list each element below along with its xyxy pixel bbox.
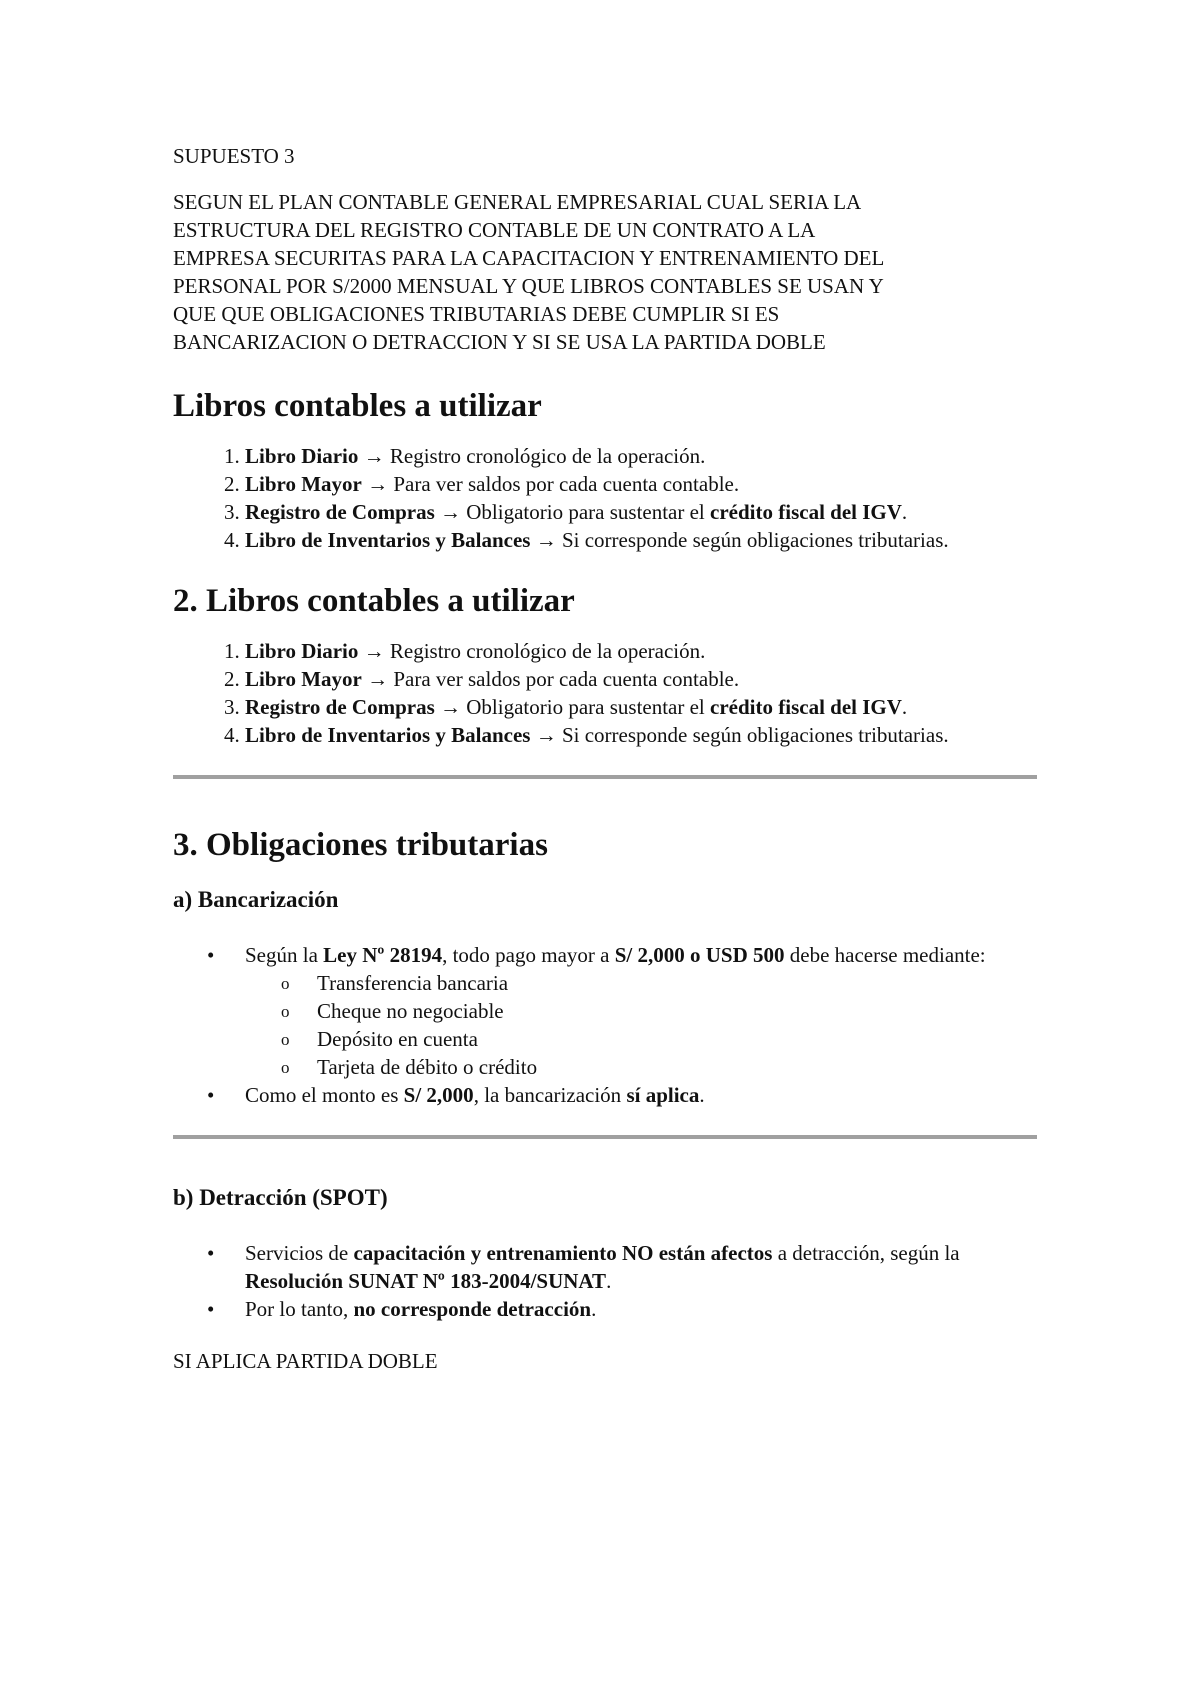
- intro-line: SEGUN EL PLAN CONTABLE GENERAL EMPRESARIAL CUAL SERIA LA: [173, 190, 862, 214]
- list-item: 1. Libro Diario → Registro cronológico de la operación.: [245, 442, 1053, 470]
- payment-methods-list: [245, 969, 1053, 1081]
- section1-heading: Libros contables a utilizar: [173, 388, 542, 424]
- list-item: 2. Libro Mayor → Para ver saldos por cada cuenta contable.: [245, 470, 1053, 498]
- intro-line: PERSONAL POR S/2000 MENSUAL Y QUE LIBROS CONTABLES SE USAN Y: [173, 274, 884, 298]
- list-item: • Según la Ley Nº 28194, todo pago mayor a S/ 2,000 o USD 500 debe hacerse mediante: o Transferencia bancaria o Cheque no negociable o Depósito en cuenta o Tarjeta de débito o crédito: [245, 941, 1053, 1081]
- bancarizacion-heading: a) Bancarización: [173, 887, 339, 912]
- list-item: 1. Libro Diario → Registro cronológico de la operación.: [245, 637, 1053, 665]
- intro-paragraph: [173, 188, 1053, 356]
- intro-line: QUE QUE OBLIGACIONES TRIBUTARIAS DEBE CUMPLIR SI ES: [173, 302, 780, 326]
- bancarizacion-list: [173, 941, 1053, 1109]
- closing-line: SI APLICA PARTIDA DOBLE: [173, 1349, 438, 1373]
- list-item: • Por lo tanto, no corresponde detracción.: [245, 1295, 1053, 1323]
- payment-method: o Tarjeta de débito o crédito: [317, 1053, 1053, 1081]
- section1-list: [173, 442, 1053, 554]
- detraccion-list: [173, 1239, 1053, 1323]
- list-item: 3. Registro de Compras → Obligatorio para sustentar el crédito fiscal del IGV.: [245, 498, 1053, 526]
- payment-method: o Cheque no negociable: [317, 997, 1053, 1025]
- section2-heading: 2. Libros contables a utilizar: [173, 583, 575, 619]
- section2-list: [173, 637, 1053, 749]
- list-item: • Servicios de capacitación y entrenamiento NO están afectos a detracción, según la Resolución SUNAT Nº 183-2004/SUNAT.: [245, 1239, 1053, 1295]
- list-item: 3. Registro de Compras → Obligatorio para sustentar el crédito fiscal del IGV.: [245, 693, 1053, 721]
- list-item: • Como el monto es S/ 2,000, la bancarización sí aplica.: [245, 1081, 1053, 1109]
- section3-heading: 3. Obligaciones tributarias: [173, 827, 548, 863]
- list-item: 2. Libro Mayor → Para ver saldos por cada cuenta contable.: [245, 665, 1053, 693]
- detraccion-heading: b) Detracción (SPOT): [173, 1185, 388, 1210]
- intro-line: BANCARIZACION O DETRACCION Y SI SE USA LA PARTIDA DOBLE: [173, 330, 826, 354]
- list-item: 4. Libro de Inventarios y Balances → Si corresponde según obligaciones tributarias.: [245, 526, 1053, 554]
- doc-title: SUPUESTO 3: [173, 144, 295, 168]
- intro-line: EMPRESA SECURITAS PARA LA CAPACITACION Y ENTRENAMIENTO DEL: [173, 246, 885, 270]
- payment-method: o Transferencia bancaria: [317, 969, 1053, 997]
- document-page: [173, 142, 1053, 1375]
- intro-line: ESTRUCTURA DEL REGISTRO CONTABLE DE UN CONTRATO A LA: [173, 218, 816, 242]
- list-item: 4. Libro de Inventarios y Balances → Si corresponde según obligaciones tributarias.: [245, 721, 1053, 749]
- payment-method: o Depósito en cuenta: [317, 1025, 1053, 1053]
